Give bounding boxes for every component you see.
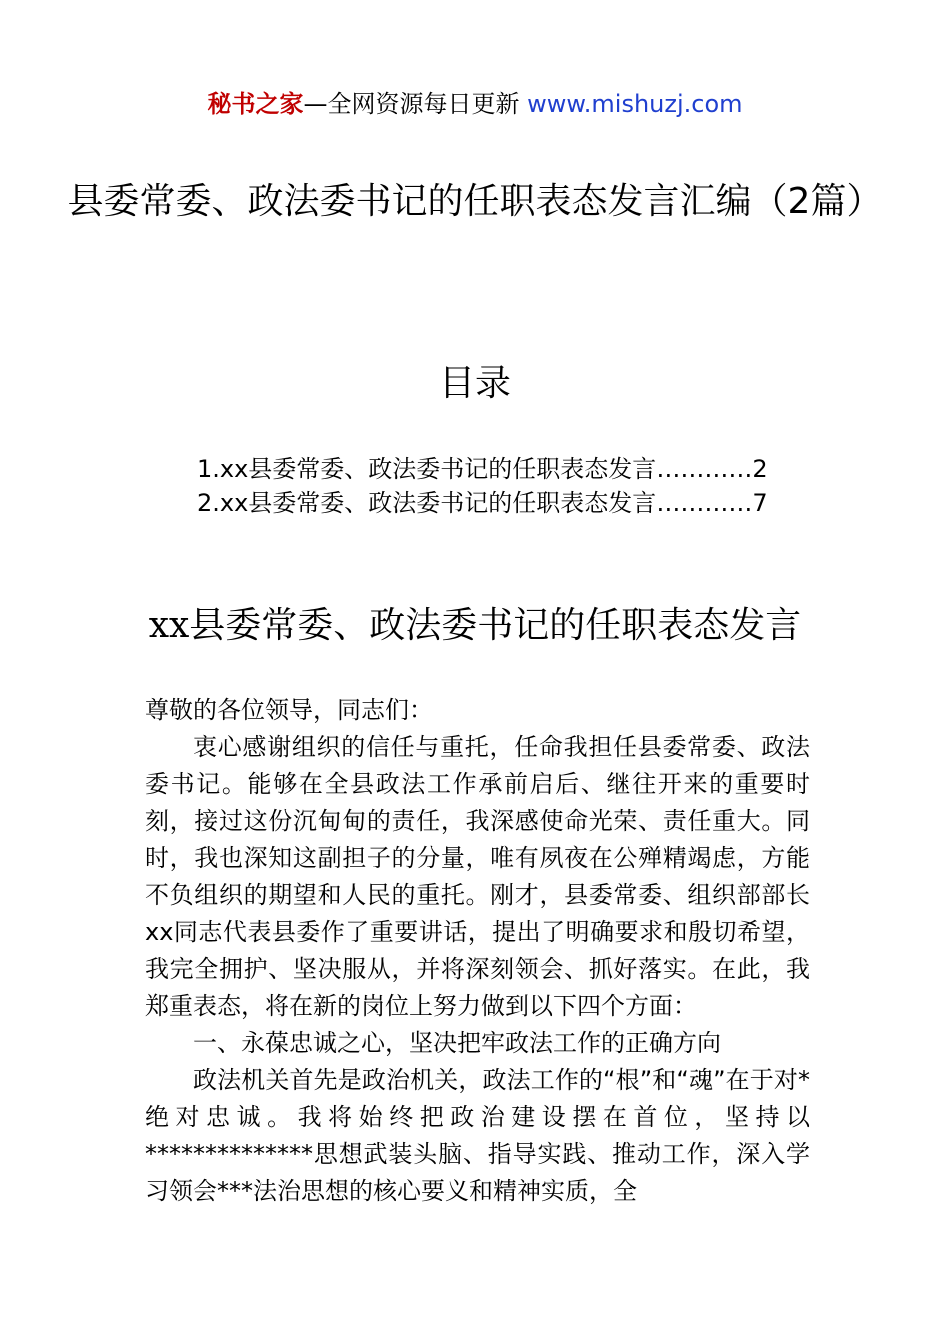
document-title: 县委常委、政法委书记的任职表态发言汇编（2篇）: [67, 181, 883, 222]
header-dash: —: [303, 90, 328, 118]
section-title-prefix: xx: [148, 605, 190, 646]
toc-item-label: 2.xx县委常委、政法委书记的任职表态发言: [197, 489, 657, 517]
toc-item-page: 2: [752, 455, 768, 483]
site-header: [0, 88, 950, 120]
section-title: [0, 600, 950, 652]
speech-body: [145, 692, 810, 1210]
toc-item[interactable]: [197, 486, 807, 520]
toc-item[interactable]: [197, 452, 807, 486]
site-brand: 秘书之家: [207, 90, 304, 118]
body-paragraph: 衷心感谢组织的信任与重托，任命我担任县委常委、政法委书记。能够在全县政法工作承前启后、继往开来的重要时刻，接过这份沉甸甸的责任，我深感使命光荣、责任重大。同时，我也深知这副担子的分量，唯有夙夜在公殚精竭虑，方能不负组织的期望和人民的重托。刚才，县委常委、组织部部长xx同志代表县委作了重要讲话，提出了明确要求和殷切希望，我完全拥护、坚决服从，并将深刻领会、抓好落实。在此，我郑重表态，将在新的岗位上努力做到以下四个方面：: [145, 733, 810, 1020]
toc-item-label: 1.xx县委常委、政法委书记的任职表态发言: [197, 455, 657, 483]
toc-item-dots: …………: [656, 489, 753, 517]
salutation: 尊敬的各位领导，同志们：: [145, 696, 433, 724]
toc-item-page: 7: [752, 489, 768, 517]
site-url-link[interactable]: www.mishuzj.com: [527, 90, 743, 118]
toc-item-dots: …………: [656, 455, 753, 483]
toc-title: 目录: [438, 363, 511, 404]
body-paragraph: 政法机关首先是政治机关，政法工作的“根”和“魂”在于对*绝对忠诚。我将始终把政治建设摆在首位，坚持以**************思想武装头脑、指导实践、推动工作，深入学习领会***法治思想的核心要义和精神实质，全: [145, 1066, 810, 1205]
site-tagline: 全网资源每日更新: [327, 90, 520, 118]
section-title-text: 县委常委、政法委书记的任职表态发言: [189, 605, 802, 646]
table-of-contents: [197, 452, 807, 520]
section-heading: 一、永葆忠诚之心，坚决把牢政法工作的正确方向: [193, 1029, 721, 1057]
